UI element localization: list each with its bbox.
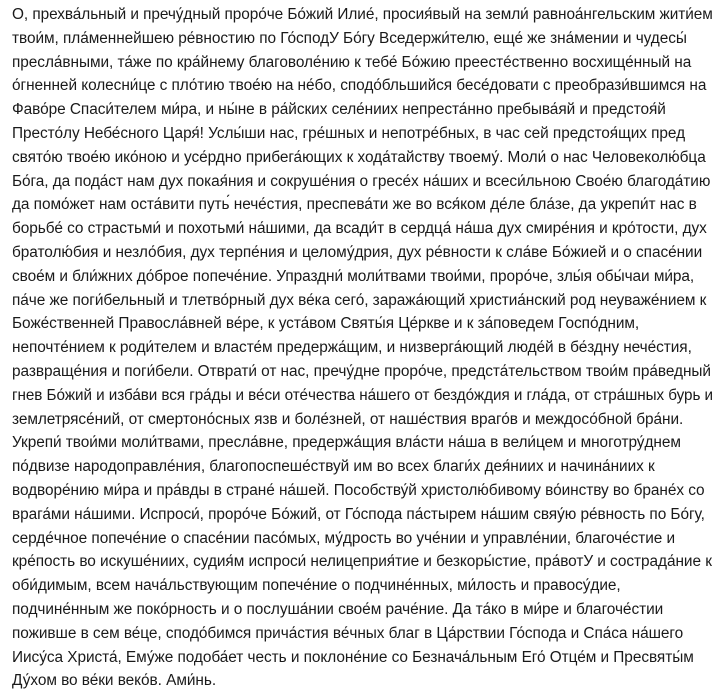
text-line: О, прехва́льный и пречу́дный проро́че Бо́жий Илие́, просия́вый на земли́ равноа́нгельским жити́ем xyxy=(12,6,713,23)
text-line: братолю́бия и незло́бия, дух терпе́ния и целому́дрия, дух ре́вности к сла́ве Бо́жией и о спасе́нии xyxy=(12,243,703,261)
text-line: водворе́нию ми́ра и пра́вды в стране́ на́шей. Пособству́й христолю́бивому во́инству во бране́х со xyxy=(12,481,705,499)
text-line: твои́м, пла́меннейшею ре́вностию по Го́сподУ Бо́гу Вседержи́телю, еще́ же зна́мении и чудесы́ xyxy=(12,29,687,47)
text-line: серде́чное попече́ние о спасе́нии пасо́мых, му́дрость во уче́нии и управле́нии, благоче́стие и xyxy=(12,529,676,547)
text-line: развраще́ния и поги́бели. Отврати́ от нас, пречу́дне проро́че, предста́тельством твои́м пра́ведный xyxy=(12,362,711,380)
text-line: па́че же поги́бельный и тлетво́рный дух ве́ка сего́, заража́ющий христиа́нский род неуваже́нием к xyxy=(12,291,707,309)
text-line: Иису́са Христа́, Ему́же подоба́ет честь и поклоне́ние со Безнача́льным Его́ Отце́м и Пресвяты́м xyxy=(12,648,694,666)
text-line: Боже́ственней Правосла́вней ве́ре, к уста́вом Святы́я Це́ркве и к за́поведем Госпо́дним, xyxy=(12,315,640,333)
text-line: Престо́лу Небе́сного Царя́! Услы́ши нас, гре́шных и непотре́бных, в час сей предстоя́щих пред xyxy=(12,124,686,142)
prayer-text xyxy=(12,3,713,693)
text-line: кре́пость во искуше́ниих, судия́м испроси́ нелицеприя́тие и безкоры́стие, пра́вотУ и сострада́ние к xyxy=(12,553,712,571)
text-line: Бо́га, да пода́ст нам дух покая́ния и сокруше́ния о гресе́х на́ших и всеси́льною Свое́ю благода́тию xyxy=(12,172,711,190)
text-line: поживше в сем ве́це, сподо́бимся прича́стия ве́чных благ в Ца́рствии Го́спода и Спа́са на́шего xyxy=(12,624,684,642)
text-line: врага́ми на́шими. Испроси́, проро́че Бо́жий, от Го́спода па́стырем на́шим свяу́ю ре́вность по Бо́гу, xyxy=(12,505,705,523)
text-line: о́гненней колесни́це с пло́тию твое́ю на не́бо, сподо́бльшийся бесе́довати с преобрази́вшимся на xyxy=(12,77,707,95)
text-line: пресла́вными, та́же по кра́йнему благоволе́нию к тебе́ Бо́жию преестéственно восхище́нный на xyxy=(12,53,692,71)
text-line: по́двизе народоправле́ния, благопоспеше́ствуй им во всех благи́х дея́ниих и начина́ниих к xyxy=(12,458,655,476)
text-line: Ду́хом во ве́ки веко́в. Ами́нь. xyxy=(12,672,217,690)
text-line: Фаво́ре Спаси́телем ми́ра, и ны́не в ра́йских селе́ниих непреста́нно пребыва́яй и предстоя́й xyxy=(12,101,666,119)
text-line: борьбе́ со страстьми́ и похотьми́ на́шими, да всади́т в сердца́ на́ша дух смире́ния и кро́тости, дух xyxy=(12,220,707,238)
text-line: непочте́нием к роди́телем и власте́м предержа́щим, и низверга́ющий люде́й в бе́здну нече́стия, xyxy=(12,339,692,357)
text-line: землетрясе́ний, от смертоно́сных язв и боле́зней, от наше́ствия враго́в и междосо́бной бра́ни. xyxy=(12,410,684,428)
text-line: подчине́нным же поко́рность и о послуша́нии свое́м раче́ние. Да та́ко в ми́ре и благоче́стии xyxy=(12,600,664,618)
text-line: свое́м и бли́жних до́брое попече́ние. Упраздни́ моли́твами твои́ми, проро́че, злы́я обы́чаи ми́ра, xyxy=(12,267,695,285)
text-line: Укрепи́ твои́ми моли́твами, пресла́вне, предержа́щия вла́сти на́ша в вели́цем и многотру́днем xyxy=(12,434,681,452)
text-line: гнев Бо́жий и изба́ви вся гра́ды и ве́си оте́чества на́шего от бездо́ждия и гла́да, от стра́шных бурь и xyxy=(12,386,713,404)
text-line: оби́димым, всем нача́льствующим попече́ние о подчине́нных, ми́лость и правосу́дие, xyxy=(12,577,621,595)
text-line: да помо́жет нам оста́вити путь́ нече́стия, преспева́ти же во вся́ком де́ле бла́зе, да укрепи́т нас в xyxy=(12,196,697,214)
text-line: свято́ю твое́ю ико́ною и усе́рдно прибега́ющих к хода́тайству твоему́. Моли́ о нас Человеколю́бца xyxy=(12,148,706,166)
